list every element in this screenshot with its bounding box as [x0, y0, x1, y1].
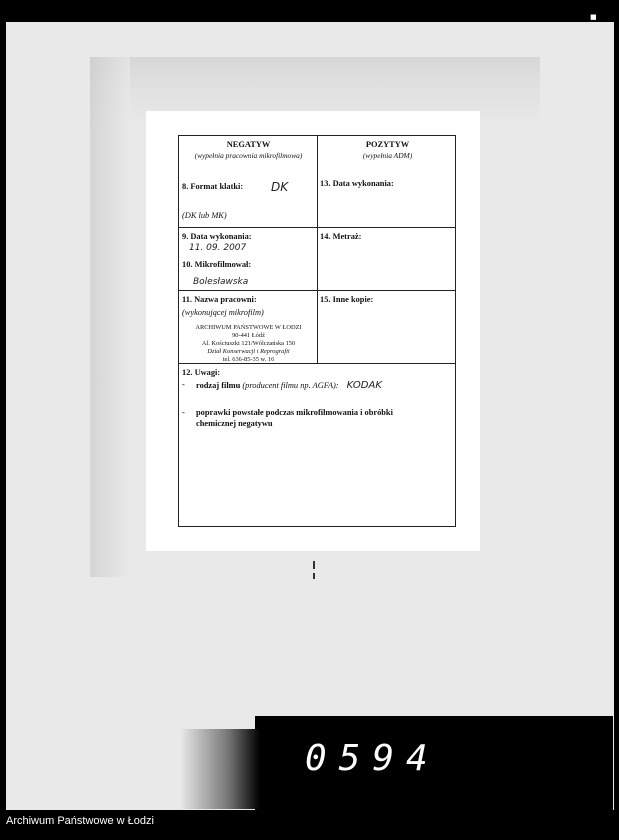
film-type-line [196, 380, 382, 391]
stamp-line: Al. Kościuszki 121/Wólczańska 150 [201, 340, 296, 347]
stamp-line: Dział Konserwacji i Reprografii [207, 348, 290, 355]
filmed-by-label: 10. Mikrofilmował: [182, 260, 252, 269]
corrections-line-2: chemicznej negatywu [196, 419, 273, 428]
counter-fade [180, 729, 260, 809]
format-hint: (DK lub MK) [182, 211, 227, 220]
bullet: - [182, 380, 185, 389]
negatyw-subtitle: (wypełnia pracownia mikrofilmowa) [194, 151, 303, 160]
format-value: DK [271, 180, 289, 194]
other-copies-label: 15. Inne kopie: [320, 295, 374, 304]
bullet: - [182, 408, 185, 417]
film-type-label: rodzaj filmu [196, 381, 241, 390]
date-value: 11. 09. 2007 [189, 243, 247, 253]
fold-mark [313, 573, 315, 579]
frame-number: 0594 [305, 738, 440, 779]
footer-archive-name: Archiwum Państwowe w Łodzi [6, 815, 154, 827]
stamp-line: 90-441 Łódź [232, 332, 265, 339]
negatyw-title: NEGATYW [226, 140, 271, 149]
workshop-label: 11. Nazwa pracowni: [182, 295, 257, 304]
pozytyw-date-label: 13. Data wykonania: [320, 179, 394, 188]
row-divider [179, 227, 455, 228]
corrections-line-1: poprawki powstałe podczas mikrofilmowania i obróbki [196, 408, 393, 417]
film-type-value: KODAK [346, 380, 382, 391]
film-marker: ■ [590, 13, 597, 21]
archive-stamp [179, 324, 318, 364]
date-label: 9. Data wykonania: [182, 232, 252, 241]
pozytyw-title: POZYTYW [365, 140, 410, 149]
fold-mark [313, 561, 315, 569]
film-type-hint: (producent filmu np. AGFA): [242, 381, 339, 390]
length-label: 14. Metraż: [320, 232, 362, 241]
microfilm-form [178, 135, 456, 527]
stamp-line: ARCHIWUM PAŃSTWOWE W ŁODZI [195, 324, 302, 331]
workshop-hint: (wykonującej mikrofilm) [182, 308, 264, 317]
remarks-label: 12. Uwagi: [182, 368, 221, 377]
format-label: 8. Format klatki: [182, 182, 244, 191]
filmed-by-value: Bolesławska [193, 277, 249, 287]
scan-shadow-left [90, 57, 130, 577]
pozytyw-subtitle: (wypełnia ADM) [362, 151, 413, 160]
row-divider [179, 290, 455, 291]
stamp-line: tel. 636-85-35 w. 16 [222, 356, 275, 363]
